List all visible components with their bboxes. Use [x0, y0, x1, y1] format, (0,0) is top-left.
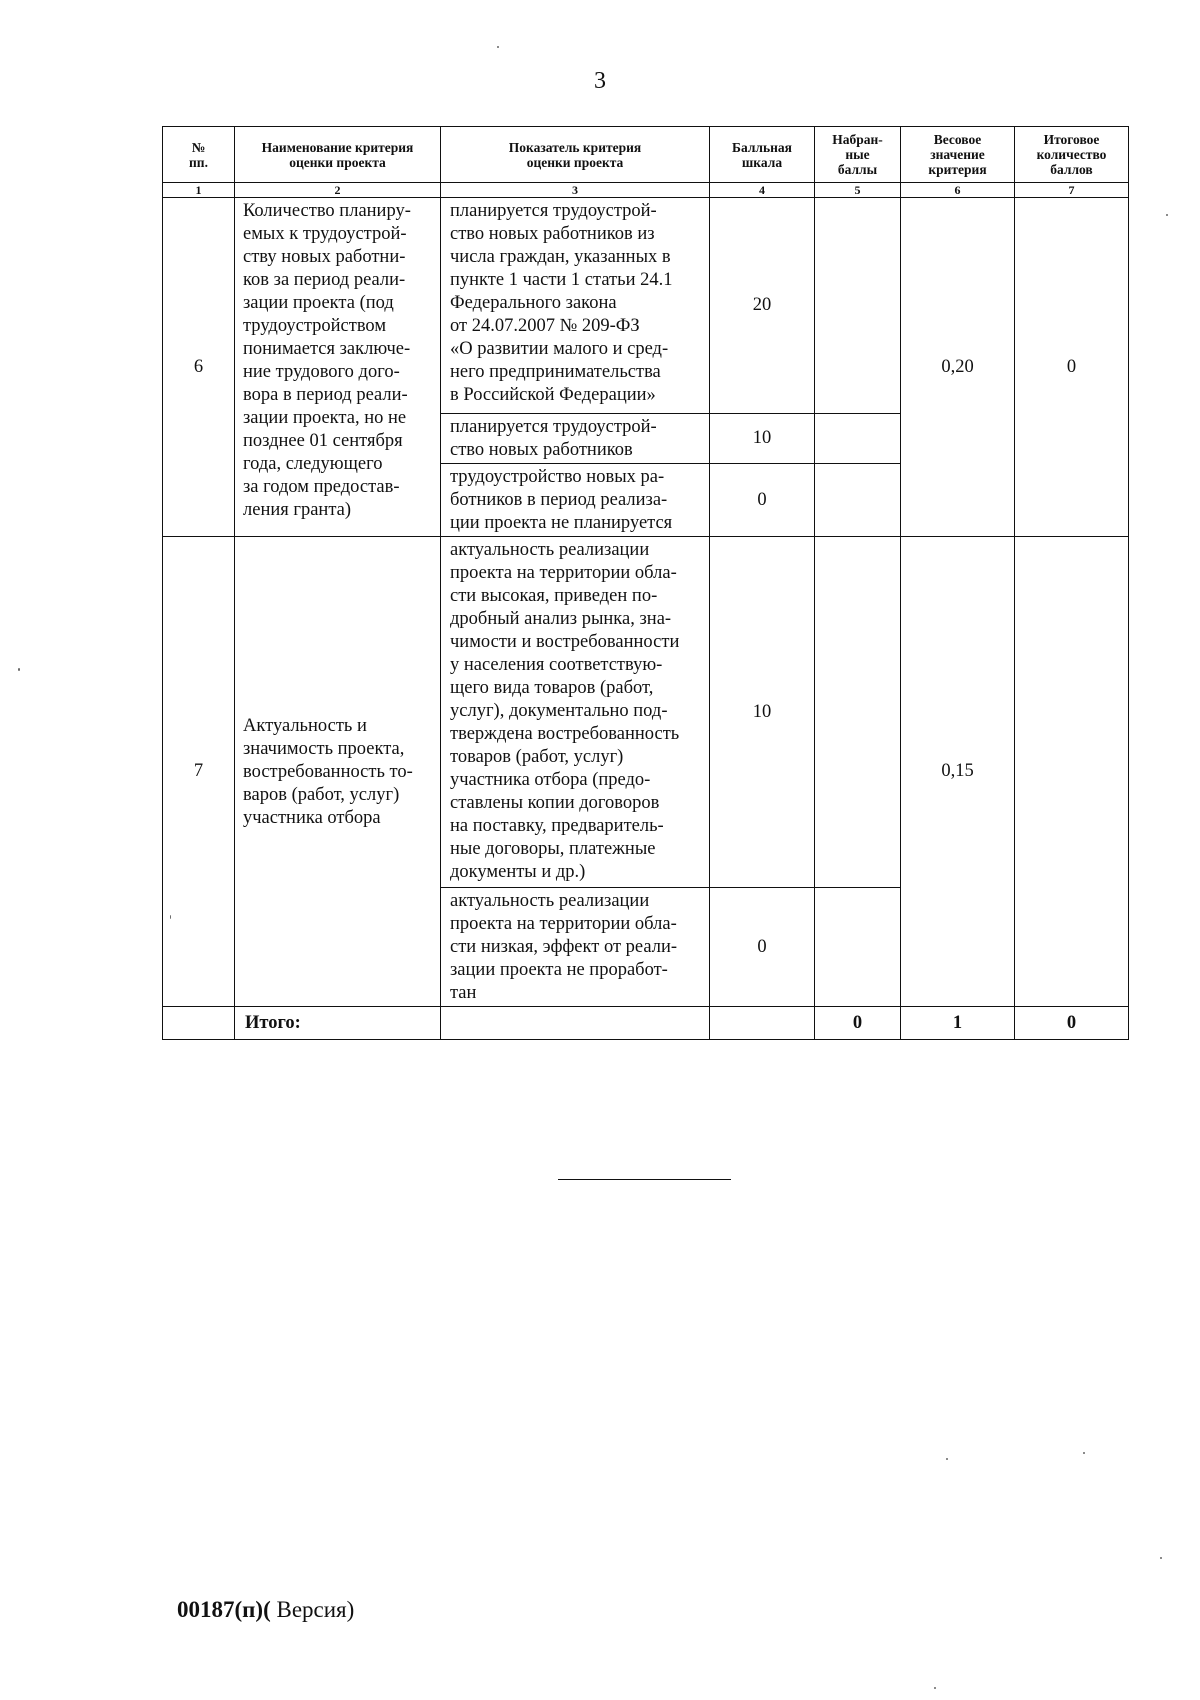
indicator-text: планируется трудоустрой- ство новых работников из числа граждан, указанных в пункте 1 части 1 статьи 24.1 Федерального закона от 24.07.2007 № 209-ФЗ «О развитии малого и сред- него предпринимательства в Российской Федерации» [441, 198, 710, 414]
header-indicator: Показатель критерия оценки проекта [441, 127, 710, 183]
column-number: 1 [163, 183, 235, 198]
row-number: 7 [163, 537, 235, 1007]
criterion-name: Количество планиру- емых к трудоустрой- ству новых работни- ков за период реали- зации проекта (под трудоустройством понимается заключе- ние трудового дого- вора в период реали- зации проекта, но не позднее 01 сентября года, следующего за годом предостав- ления гранта) [235, 198, 441, 537]
header-row [163, 127, 1129, 183]
earned-points [815, 414, 901, 464]
scan-speck [18, 668, 20, 671]
document-code [177, 1597, 354, 1623]
weight-value: 0,15 [901, 537, 1015, 1007]
separator-line [558, 1179, 731, 1180]
header-criterion-name: Наименование критерия оценки проекта [235, 127, 441, 183]
earned-points [815, 198, 901, 414]
scan-speck [934, 1687, 936, 1689]
score-value: 10 [710, 414, 815, 464]
score-value: 20 [710, 198, 815, 414]
column-number: 3 [441, 183, 710, 198]
criterion-name: Актуальность и значимость проекта, востребованность то- варов (работ, услуг) участника отбора [235, 537, 441, 1007]
column-number: 7 [1015, 183, 1129, 198]
criteria-table [162, 126, 1129, 1040]
total-empty-cell [710, 1007, 815, 1040]
earned-points [815, 464, 901, 537]
column-number: 5 [815, 183, 901, 198]
table-row [163, 537, 1129, 888]
total-earned: 0 [815, 1007, 901, 1040]
header-total-points: Итоговое количество баллов [1015, 127, 1129, 183]
page-number: 3 [594, 68, 606, 94]
total-weight: 1 [901, 1007, 1015, 1040]
weight-value: 0,20 [901, 198, 1015, 537]
total-points-sum: 0 [1015, 1007, 1129, 1040]
score-value: 0 [710, 464, 815, 537]
total-empty-cell [163, 1007, 235, 1040]
header-earned-points: Набран- ные баллы [815, 127, 901, 183]
header-score-scale: Балльная шкала [710, 127, 815, 183]
header-no: № пп. [163, 127, 235, 183]
score-value: 10 [710, 537, 815, 888]
total-points: 0 [1015, 198, 1129, 537]
earned-points [815, 537, 901, 888]
column-number: 6 [901, 183, 1015, 198]
score-value: 0 [710, 888, 815, 1007]
total-label: Итого: [235, 1007, 441, 1040]
row-number: 6 [163, 198, 235, 537]
document-version: Версия) [270, 1597, 355, 1622]
scan-speck [497, 46, 499, 48]
column-number: 2 [235, 183, 441, 198]
scan-speck [1166, 214, 1168, 216]
total-row [163, 1007, 1129, 1040]
table-row [163, 198, 1129, 414]
document-code-number: 00187(п)( [177, 1597, 271, 1622]
indicator-text: планируется трудоустрой- ство новых работников [441, 414, 710, 464]
scan-speck [170, 915, 171, 919]
indicator-text: трудоустройство новых ра- ботников в период реализа- ции проекта не планируется [441, 464, 710, 537]
header-weight: Весовое значение критерия [901, 127, 1015, 183]
scan-speck [1160, 1557, 1162, 1559]
earned-points [815, 888, 901, 1007]
column-number: 4 [710, 183, 815, 198]
scan-speck [1083, 1452, 1085, 1454]
total-points [1015, 537, 1129, 1007]
column-number-row [163, 183, 1129, 198]
scan-speck [946, 1458, 948, 1460]
indicator-text: актуальность реализации проекта на территории обла- сти низкая, эффект от реали- зации проекта не проработ- тан [441, 888, 710, 1007]
indicator-text: актуальность реализации проекта на территории обла- сти высокая, приведен по- дробный анализ рынка, зна- чимости и востребованности у населения соответствую- щего вида товаров (работ, услуг), документально под- тверждена востребованность товаров (работ, услуг) участника отбора (предо- ставлены копии договоров на поставку, предваритель- ные договоры, платежные документы и др.) [441, 537, 710, 888]
total-empty-cell [441, 1007, 710, 1040]
